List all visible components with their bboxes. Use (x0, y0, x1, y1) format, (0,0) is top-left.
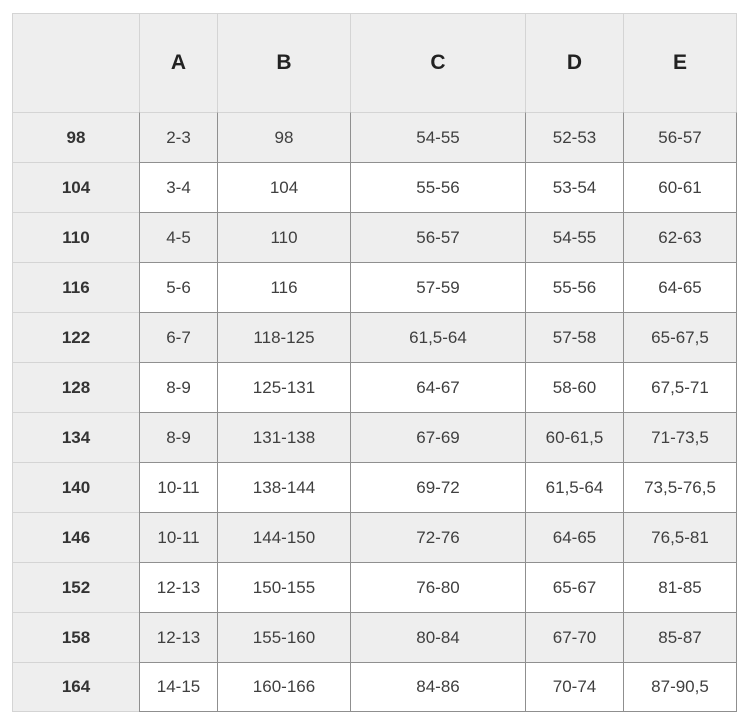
column-header-b: B (217, 13, 350, 112)
data-cell: 67,5-71 (623, 362, 737, 412)
data-cell: 69-72 (350, 462, 525, 512)
data-cell: 53-54 (525, 162, 623, 212)
row-label: 98 (12, 112, 139, 162)
table-row (12, 162, 737, 212)
data-cell: 125-131 (217, 362, 350, 412)
data-cell: 12-13 (139, 612, 217, 662)
row-label: 122 (12, 312, 139, 362)
data-cell: 4-5 (139, 212, 217, 262)
data-cell: 65-67 (525, 562, 623, 612)
column-header-c: C (350, 13, 525, 112)
data-cell: 118-125 (217, 312, 350, 362)
data-cell: 72-76 (350, 512, 525, 562)
table-row (12, 112, 737, 162)
data-cell: 58-60 (525, 362, 623, 412)
header-row (12, 13, 737, 112)
data-cell: 5-6 (139, 262, 217, 312)
column-header-d: D (525, 13, 623, 112)
row-label: 104 (12, 162, 139, 212)
table-row (12, 312, 737, 362)
row-label: 158 (12, 612, 139, 662)
data-cell: 57-58 (525, 312, 623, 362)
table-row (12, 562, 737, 612)
table-row (12, 412, 737, 462)
data-cell: 155-160 (217, 612, 350, 662)
data-cell: 60-61 (623, 162, 737, 212)
data-cell: 67-69 (350, 412, 525, 462)
data-cell: 80-84 (350, 612, 525, 662)
data-cell: 81-85 (623, 562, 737, 612)
data-cell: 85-87 (623, 612, 737, 662)
data-cell: 8-9 (139, 362, 217, 412)
row-label: 164 (12, 662, 139, 712)
data-cell: 54-55 (525, 212, 623, 262)
data-cell: 76,5-81 (623, 512, 737, 562)
data-cell: 61,5-64 (350, 312, 525, 362)
data-cell: 64-67 (350, 362, 525, 412)
data-cell: 10-11 (139, 462, 217, 512)
data-cell: 144-150 (217, 512, 350, 562)
data-cell: 55-56 (525, 262, 623, 312)
data-cell: 110 (217, 212, 350, 262)
table-row (12, 462, 737, 512)
column-header-e: E (623, 13, 737, 112)
table-row (12, 612, 737, 662)
table-row (12, 362, 737, 412)
table-body (12, 112, 737, 712)
row-label: 134 (12, 412, 139, 462)
data-cell: 84-86 (350, 662, 525, 712)
data-cell: 62-63 (623, 212, 737, 262)
data-cell: 64-65 (525, 512, 623, 562)
data-cell: 2-3 (139, 112, 217, 162)
data-cell: 138-144 (217, 462, 350, 512)
corner-cell (12, 13, 139, 112)
table-row (12, 212, 737, 262)
data-cell: 60-61,5 (525, 412, 623, 462)
data-cell: 56-57 (350, 212, 525, 262)
column-header-a: A (139, 13, 217, 112)
data-cell: 73,5-76,5 (623, 462, 737, 512)
row-label: 152 (12, 562, 139, 612)
table-row (12, 662, 737, 712)
data-cell: 14-15 (139, 662, 217, 712)
data-cell: 3-4 (139, 162, 217, 212)
data-cell: 64-65 (623, 262, 737, 312)
row-label: 128 (12, 362, 139, 412)
data-cell: 6-7 (139, 312, 217, 362)
data-cell: 54-55 (350, 112, 525, 162)
data-cell: 67-70 (525, 612, 623, 662)
data-cell: 104 (217, 162, 350, 212)
data-cell: 57-59 (350, 262, 525, 312)
data-cell: 70-74 (525, 662, 623, 712)
data-cell: 65-67,5 (623, 312, 737, 362)
data-cell: 98 (217, 112, 350, 162)
row-label: 140 (12, 462, 139, 512)
table-row (12, 512, 737, 562)
data-cell: 61,5-64 (525, 462, 623, 512)
data-cell: 76-80 (350, 562, 525, 612)
data-cell: 56-57 (623, 112, 737, 162)
data-cell: 87-90,5 (623, 662, 737, 712)
table-row (12, 262, 737, 312)
data-cell: 160-166 (217, 662, 350, 712)
table-header (12, 13, 737, 112)
data-cell: 12-13 (139, 562, 217, 612)
data-cell: 55-56 (350, 162, 525, 212)
data-cell: 71-73,5 (623, 412, 737, 462)
data-cell: 10-11 (139, 512, 217, 562)
data-cell: 8-9 (139, 412, 217, 462)
data-cell: 150-155 (217, 562, 350, 612)
data-cell: 52-53 (525, 112, 623, 162)
data-cell: 116 (217, 262, 350, 312)
row-label: 116 (12, 262, 139, 312)
row-label: 146 (12, 512, 139, 562)
size-chart-table (12, 13, 737, 712)
row-label: 110 (12, 212, 139, 262)
data-cell: 131-138 (217, 412, 350, 462)
